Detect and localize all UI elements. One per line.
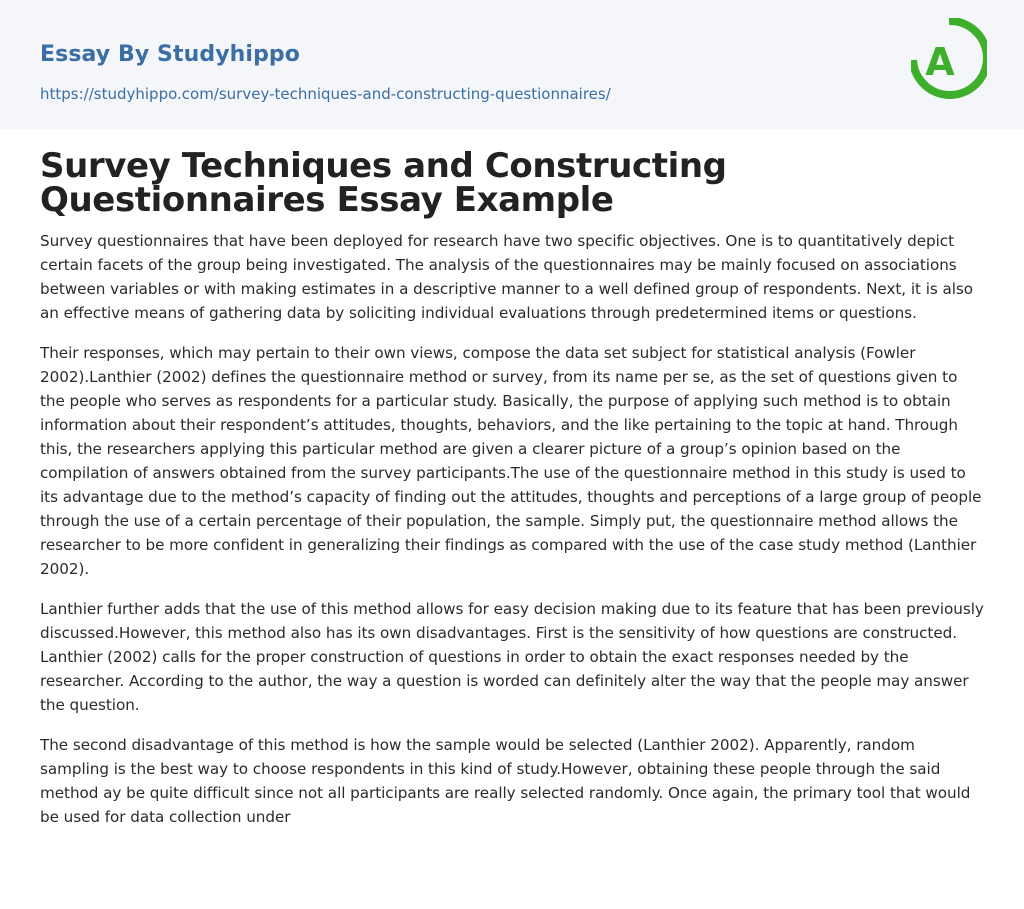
- article-paragraph-1: Survey questionnaires that have been deployed for research have two specific objectives. One is to quantitatively depict certain facets of the group being investigated. The analysis of the questionnaires may be mainly focused on associations between variables or with making estimates in a descriptive manner to a well defined group of respondents. Next, it is also an effective means of gathering data by soliciting individual evaluations through predetermined items or questions.: [40, 232, 974, 322]
- article-paragraph-4: The second disadvantage of this method is how the sample would be selected (Lanthier 2002). Apparently, random sampling is the best way to choose respondents in this kind of study.However, obtaining these people through the said method ay be quite difficult since not all participants are really selected randomly. Once again, the primary tool that would be used for data collection under: [40, 736, 971, 826]
- site-header: [0, 0, 1024, 129]
- logo-letter: A: [925, 40, 955, 84]
- article-title: Survey Techniques and Constructing Questionnaires Essay Example: [40, 146, 727, 220]
- studyhippo-logo-icon[interactable]: [911, 18, 987, 106]
- article: [40, 146, 984, 845]
- article-paragraph-3: Lanthier further adds that the use of this method allows for easy decision making due to its feature that has been previously discussed.However, this method also has its own disadvantages. First is the sensitivity of how questions are constructed. Lanthier (2002) calls for the proper construction of questions in order to obtain the exact responses needed by the researcher. According to the author, the way a question is worded can definitely alter the way that the people may answer the question.: [40, 600, 984, 714]
- page-url-link[interactable]: https://studyhippo.com/survey-techniques-and-constructing-questionnaires/: [40, 85, 611, 103]
- site-brand[interactable]: Essay By Studyhippo: [40, 42, 300, 67]
- article-paragraph-2: Their responses, which may pertain to their own views, compose the data set subject for statistical analysis (Fowler 2002).Lanthier (2002) defines the questionnaire method or survey, from its name per se, as the set of questions given to the people who serves as respondents for a particular study. Basically, the purpose of applying such method is to obtain information about their respondent’s attitudes, thoughts, behaviors, and the like pertaining to the topic at hand. Through this, the researchers applying this particular method are given a clearer picture of a group’s opinion based on the compilation of answers obtained from the survey participants.The use of the questionnaire method in this study is used to its advantage due to the method’s capacity of finding out the attitudes, thoughts and perceptions of a large group of people through the use of a certain percentage of their population, the sample. Simply put, the questionnaire method allows the researcher to be more confident in generalizing their findings as compared with the use of the case study method (Lanthier 2002).: [40, 344, 982, 578]
